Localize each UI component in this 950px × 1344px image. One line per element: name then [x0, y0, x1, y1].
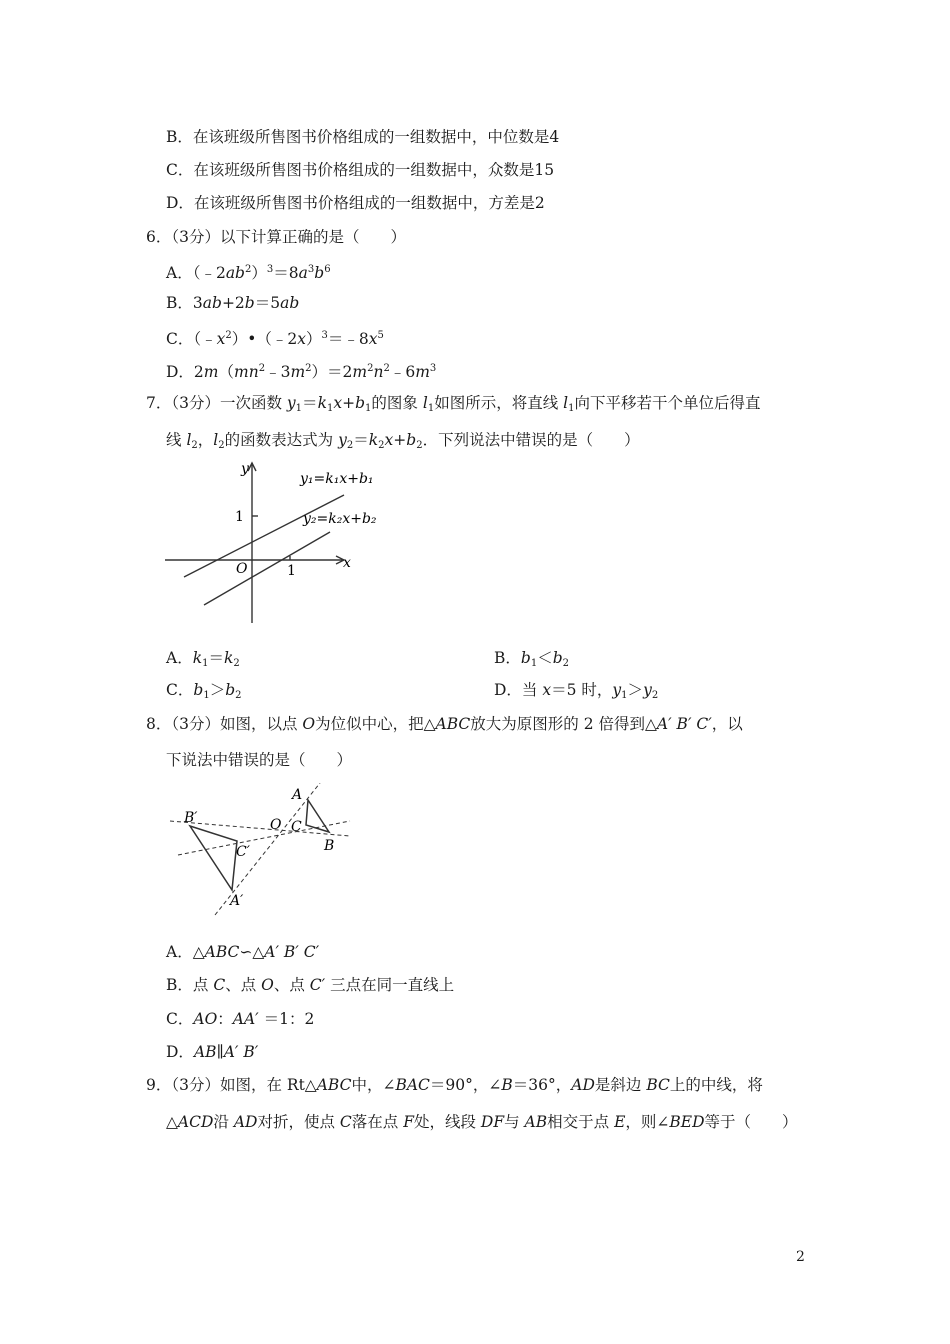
origin-label: O — [236, 561, 248, 577]
q8-option-b: B．点 C、点 O、点 C′ 三点在同一直线上 — [166, 976, 455, 994]
label-c: C — [291, 819, 302, 835]
q5-option-d: D．在该班级所售图书价格组成的一组数据中，方差是2 — [166, 194, 545, 212]
q9-stem-line2: △ACD沿 AD对折，使点 C落在点 F处，线段 DF与 AB相交于点 E，则∠BED等于（ ） — [166, 1113, 798, 1131]
q8-stem-line1: 8．（3分）如图，以点 O为位似中心，把△ABC放大为原图形的 2 倍得到△A′ B′ C′，以 — [146, 715, 743, 733]
line-l2 — [204, 532, 330, 605]
q7-option-c: C．$b_1>b_2$ — [166, 681, 242, 701]
q7-stem-line2: 线 $l_2$，$l_2$的函数表达式为 $y_2=k_2x+b_2$．下列说法中错误的是（ ） — [166, 431, 640, 451]
label-b: B — [324, 838, 335, 854]
label-o: O — [270, 817, 282, 833]
q8-option-a: A．△ABC∽△A′ B′ C′ — [166, 943, 320, 961]
q7-stem-line1: 7．（3分）一次函数 $y_1=k_1x+b_1$的图象 $l_1$如图所示，将直线 $l_1$向下平移若干个单位后得直 — [146, 394, 761, 414]
x-axis-label: x — [343, 555, 351, 571]
q6-stem: 6．（3分）以下计算正确的是（ ） — [146, 228, 406, 246]
line2-label: y₂=k₂x+b₂ — [303, 511, 377, 527]
q6-option-a: A．$(﹣2ab^2)^3=8a^3b^6$ — [166, 264, 331, 282]
q7-option-d: D．当 x＝5 时，$y_1>y_2$ — [494, 681, 659, 701]
label-c-prime: C′ — [236, 844, 250, 860]
q6-option-c: C．$(﹣x^2)•(﹣2x)^3=﹣8x^5$ — [166, 330, 384, 348]
q8-option-c: C．AO：AA′ ＝1：2 — [166, 1010, 315, 1028]
triangle-a-b-c-prime — [190, 826, 237, 890]
x-tick-label: 1 — [287, 563, 296, 579]
page-number: 2 — [796, 1249, 805, 1265]
q6-option-b: B．3ab+2b＝5ab — [166, 294, 300, 312]
line-l1 — [184, 495, 344, 577]
q8-option-d: D．AB∥A′ B′ — [166, 1043, 259, 1061]
q9-stem-line1: 9．（3分）如图，在 Rt△ABC中，∠BAC＝90°，∠B＝36°，AD是斜边 BC上的中线，将 — [146, 1076, 763, 1094]
q5-option-c: C．在该班级所售图书价格组成的一组数据中，众数是15 — [166, 161, 555, 179]
q6-option-d: D．$2m(mn^2﹣3m^2)=2m^2n^2﹣6m^3$ — [166, 363, 437, 381]
y-tick-label: 1 — [235, 509, 244, 525]
q7-option-b: B．$b_1<b_2$ — [494, 649, 570, 669]
q5-option-b: B．在该班级所售图书价格组成的一组数据中，中位数是4 — [166, 128, 560, 146]
q7-option-a: A．$k_1=k_2$ — [166, 649, 240, 669]
label-b-prime: B′ — [184, 810, 198, 826]
q8-stem-line2: 下说法中错误的是（ ） — [166, 751, 353, 769]
label-a-prime: A′ — [230, 893, 244, 909]
q8-homothety-figure — [160, 783, 360, 918]
y-axis-label: y — [241, 461, 249, 477]
line1-label: y₁=k₁x+b₁ — [300, 471, 374, 487]
q7-linear-graph — [160, 455, 400, 627]
label-a: A — [292, 787, 303, 803]
